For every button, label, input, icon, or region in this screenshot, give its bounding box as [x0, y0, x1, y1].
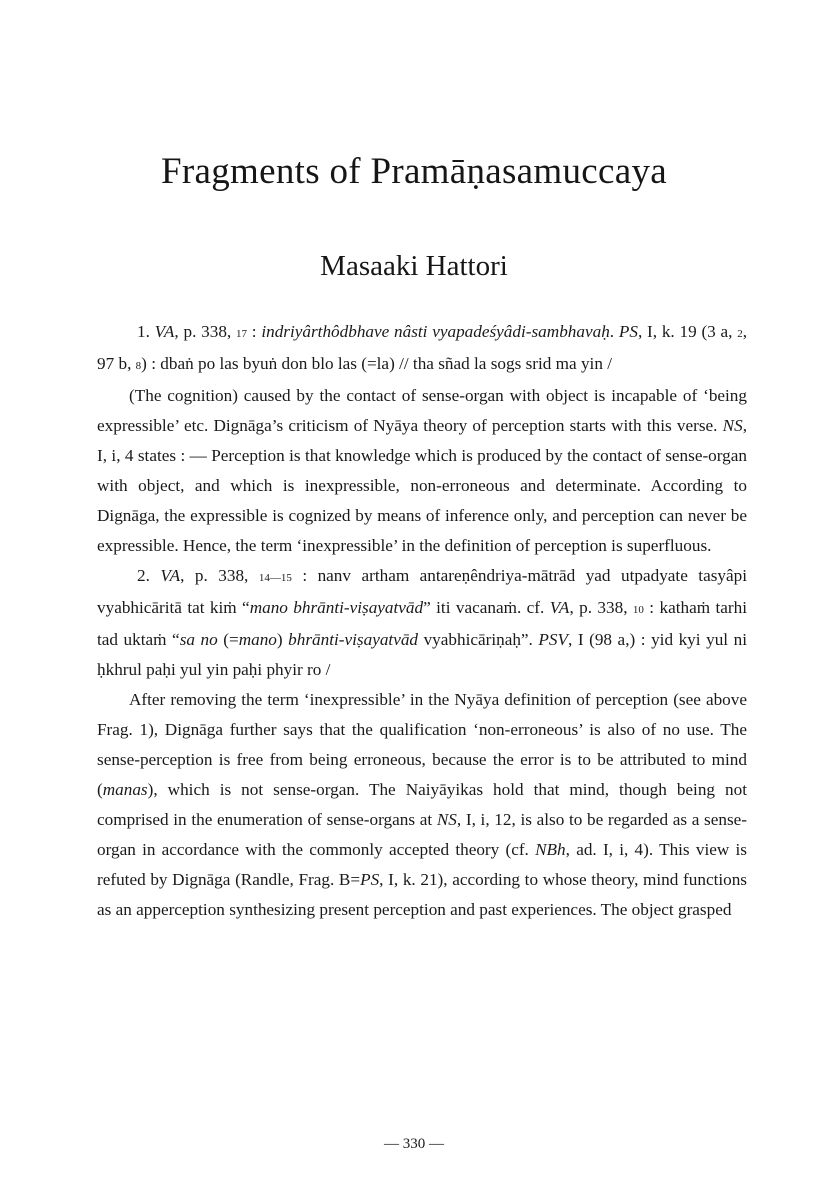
line-ref-run: 8 [135, 360, 142, 372]
text-run: , I (98 a,) : yid kyi yul ni ḥkhrul paḥi yul yin paḥi phyir ro / [97, 630, 747, 679]
italic-run: PSV [538, 630, 568, 649]
text-run: After removing the term ‘inexpressible’ in the Nyāya definition of perception (see above Frag. 1), Dignāga further says that the qualification ‘non-erroneous’ is also of no use. The sense-perception is free from being erroneous, because the error is to be attributed to mind ( [97, 690, 747, 799]
italic-run: VA [549, 598, 570, 617]
italic-run: VA [160, 566, 181, 585]
paragraph-frag2-commentary [97, 685, 747, 925]
text-run: : nanv artham antareṇêndriya-mātrād yad utpadyate tasyâpi vyabhicāritā tat kiṁ “ [97, 566, 747, 617]
paper-title: Fragments of Pramāṇasamuccaya [161, 151, 667, 192]
text-run: , I, k. 19 (3 a, [637, 322, 738, 341]
italic-run: sa no [179, 630, 218, 649]
paragraph-frag1-commentary [97, 381, 747, 561]
text-run: , 97 b, [97, 322, 748, 373]
line-ref-run: 2 [737, 328, 743, 340]
text-run: , p. 338, [174, 322, 236, 341]
text-run: 2. [137, 566, 161, 585]
text-run: , I, k. 21), according to whose theory, mind functions as an apperception synthesizing present perception and past experiences. The object grasped [97, 870, 747, 919]
italic-run: NBh [535, 840, 566, 859]
text-run: 1. [137, 322, 155, 341]
italic-run: PS [618, 322, 638, 341]
text-run: ), which is not sense-organ. The Naiyāyikas hold that mind, though being not comprised in the enumeration of sense-organs at [97, 780, 747, 829]
text-run: , ad. I, i, 4). This view is refuted by Dignāga (Randle, Frag. B= [97, 840, 747, 889]
italic-run: mano bhrānti-viṣayatvād [249, 598, 424, 617]
line-ref-run: 14—15 [258, 572, 292, 584]
text-run: , I, i, 4 states : — Perception is that knowledge which is produced by the contact of sense-organ with object, and which is inexpressible, non-erroneous and determinate. According to Dignāga, the expressible is cognized by means of inference only, and perception can never be expressible. Hence, the term ‘inexpressible’ in the definition of perception is superfluous. [97, 416, 747, 555]
text-run: : kathaṁ tarhi tad uktaṁ “ [97, 598, 747, 649]
line-ref-run: 10 [632, 604, 644, 616]
text-run: vyabhicāriṇaḥ”. [418, 630, 539, 649]
text-run: (= [217, 630, 239, 649]
italic-run: PS [360, 870, 380, 889]
italic-run: VA [154, 322, 175, 341]
text-run: , p. 338, [569, 598, 633, 617]
text-run: ) [276, 630, 289, 649]
line-ref-run: 17 [236, 328, 247, 340]
body-text [97, 317, 747, 925]
italic-run: manas [102, 780, 148, 799]
text-run: , p. 338, [180, 566, 259, 585]
italic-run: NS [722, 416, 743, 435]
text-run: . [609, 322, 619, 341]
italic-run: NS [436, 810, 457, 829]
italic-run: indriyârthôdbhave nâsti vyapadeśyâdi-sambhavaḥ [261, 322, 610, 341]
text-run: (The cognition) caused by the contact of sense-organ with object is incapable of ‘being expressible’ etc. Dignāga’s criticism of Nyāya theory of perception starts with this verse. [97, 386, 747, 435]
page-number: — 330 — [384, 1136, 444, 1152]
author-name: Masaaki Hattori [320, 250, 508, 282]
text-run: ” iti vacanaṁ. cf. [423, 598, 550, 617]
italic-run: bhrānti-viṣayatvād [288, 630, 419, 649]
text-run: : [247, 322, 262, 341]
paragraph-frag1-reference [97, 317, 747, 381]
italic-run: mano [238, 630, 277, 649]
text-run: ) : dbaṅ po las byuṅ don blo las (=la) // tha sñad la sogs srid ma yin / [141, 354, 612, 373]
paragraph-frag2-reference [97, 561, 747, 685]
text-run: , I, i, 12, is also to be regarded as a sense-organ in accordance with the commonly accepted theory (cf. [97, 810, 747, 859]
